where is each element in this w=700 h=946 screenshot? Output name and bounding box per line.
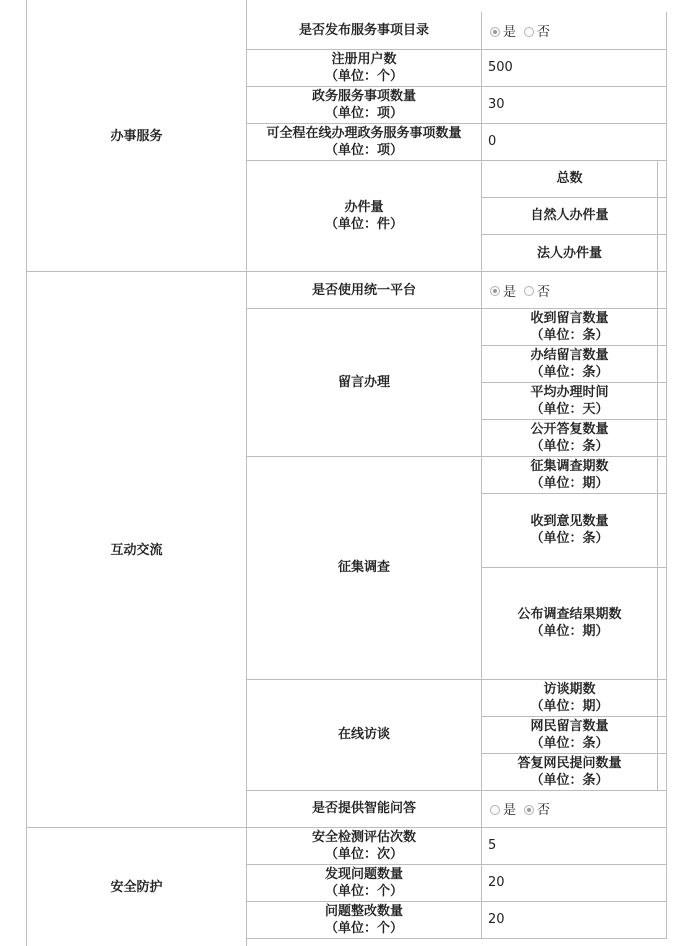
interview-answers-unit: （单位：条） [530,772,609,788]
qa-no-label: 否 [537,803,551,818]
survey-results-cell [481,567,658,680]
volume-label-cell [246,160,482,272]
interview-msgs-unit: （单位：条） [530,735,609,751]
section-security-label: 安全防护 [110,879,163,895]
catalog-label-cell [246,12,482,50]
interview-periods-unit: （单位：期） [530,698,609,714]
fixed-label: 问题整改数量 [324,903,403,919]
users-label: 注册用户数 [331,51,397,67]
msg-avg-unit: （单位：天） [530,401,609,417]
online-value: 0 [488,134,497,149]
catalog-no-radio[interactable] [524,27,534,37]
interview-answers-cell [481,753,658,791]
items-value: 30 [488,97,505,112]
interview-periods-label: 访谈期数 [543,681,596,697]
survey-opinions-cell [481,493,658,568]
volume-label: 办件量 [344,200,384,215]
msg-public-cell [481,419,658,457]
interview-periods-cell [481,679,658,717]
found-unit: （单位：个） [324,883,403,899]
msg-avg-cell [481,382,658,420]
online-unit: （单位：项） [324,142,403,158]
interview-label: 在线访谈 [337,727,390,742]
qa-no-radio[interactable] [524,805,534,815]
survey-results-unit: （单位：期） [530,624,609,639]
volume-natural-label: 自然人办件量 [530,208,609,223]
interview-msgs-cell [481,716,658,754]
survey-label-cell [246,456,482,680]
online-value-cell[interactable] [481,123,667,161]
msg-label: 留言办理 [337,374,390,390]
items-label: 政务服务事项数量 [311,88,416,104]
platform-label: 是否使用统一平台 [311,282,416,298]
found-value-cell[interactable] [481,864,667,902]
volume-total-cell [481,160,658,198]
msg-label-cell [246,308,482,457]
found-value: 20 [488,875,505,890]
msg-done-cell [481,345,658,383]
platform-radio-group [481,271,667,309]
found-label: 发现问题数量 [324,866,403,882]
online-label-cell [246,123,482,161]
users-value-cell[interactable] [481,49,667,87]
survey-periods-label: 征集调查期数 [530,458,609,474]
fixed-value-cell[interactable] [481,901,667,939]
catalog-no-label: 否 [537,25,551,40]
fixed-value: 20 [488,912,505,927]
survey-label: 征集调查 [337,560,390,575]
platform-label-cell [246,271,482,309]
section-service [26,0,247,272]
platform-yes-radio[interactable] [490,286,500,296]
users-unit: （单位：个） [324,68,403,84]
volume-legal-label: 法人办件量 [536,245,602,261]
users-label-cell [246,49,482,87]
interview-answers-label: 答复网民提问数量 [517,755,622,771]
qa-label: 是否提供智能问答 [311,801,416,816]
eval-label: 安全检测评估次数 [311,829,416,845]
qa-yes-label: 是 [503,803,517,818]
msg-avg-label: 平均办理时间 [530,384,609,400]
platform-no-radio[interactable] [524,286,534,296]
users-value: 500 [488,60,513,75]
msg-received-cell [481,308,658,346]
items-label-cell [246,86,482,124]
interview-label-cell [246,679,482,791]
msg-public-unit: （单位：条） [530,438,609,454]
volume-total-label: 总数 [556,171,583,186]
catalog-radio-group [481,12,667,50]
survey-periods-cell [481,456,658,494]
volume-unit: （单位：件） [324,217,403,232]
catalog-label: 是否发布服务事项目录 [298,23,429,38]
platform-yes-label: 是 [503,284,517,300]
msg-done-unit: （单位：条） [530,364,609,380]
msg-received-label: 收到留言数量 [530,310,609,326]
qa-label-cell [246,790,482,828]
online-label: 可全程在线办理政务服务事项数量 [266,125,462,141]
eval-value-cell[interactable] [481,827,667,865]
fixed-label-cell [246,901,482,939]
platform-no-label: 否 [537,284,551,300]
section-security [26,827,247,946]
survey-opinions-unit: （单位：条） [530,531,609,546]
table-right-border [666,12,667,939]
survey-results-label: 公布调查结果期数 [517,607,622,622]
items-value-cell[interactable] [481,86,667,124]
section-interaction [26,271,247,828]
msg-public-label: 公开答复数量 [530,421,609,437]
section-service-label: 办事服务 [110,128,163,144]
qa-radio-group [481,790,667,828]
items-unit: （单位：项） [324,105,403,121]
eval-label-cell [246,827,482,865]
msg-done-label: 办结留言数量 [530,347,609,363]
catalog-yes-label: 是 [503,25,517,40]
section-interaction-label: 互动交流 [110,542,163,558]
volume-natural-cell [481,197,658,235]
survey-opinions-label: 收到意见数量 [530,514,609,529]
interview-msgs-label: 网民留言数量 [530,718,609,734]
msg-received-unit: （单位：条） [530,327,609,343]
nested-column-border [657,160,658,791]
volume-legal-cell [481,234,658,272]
qa-yes-radio[interactable] [490,805,500,815]
catalog-yes-radio[interactable] [490,27,500,37]
fixed-unit: （单位：个） [324,920,403,936]
eval-unit: （单位：次） [324,846,403,862]
found-label-cell [246,864,482,902]
eval-value: 5 [488,838,497,853]
survey-periods-unit: （单位：期） [530,475,609,491]
